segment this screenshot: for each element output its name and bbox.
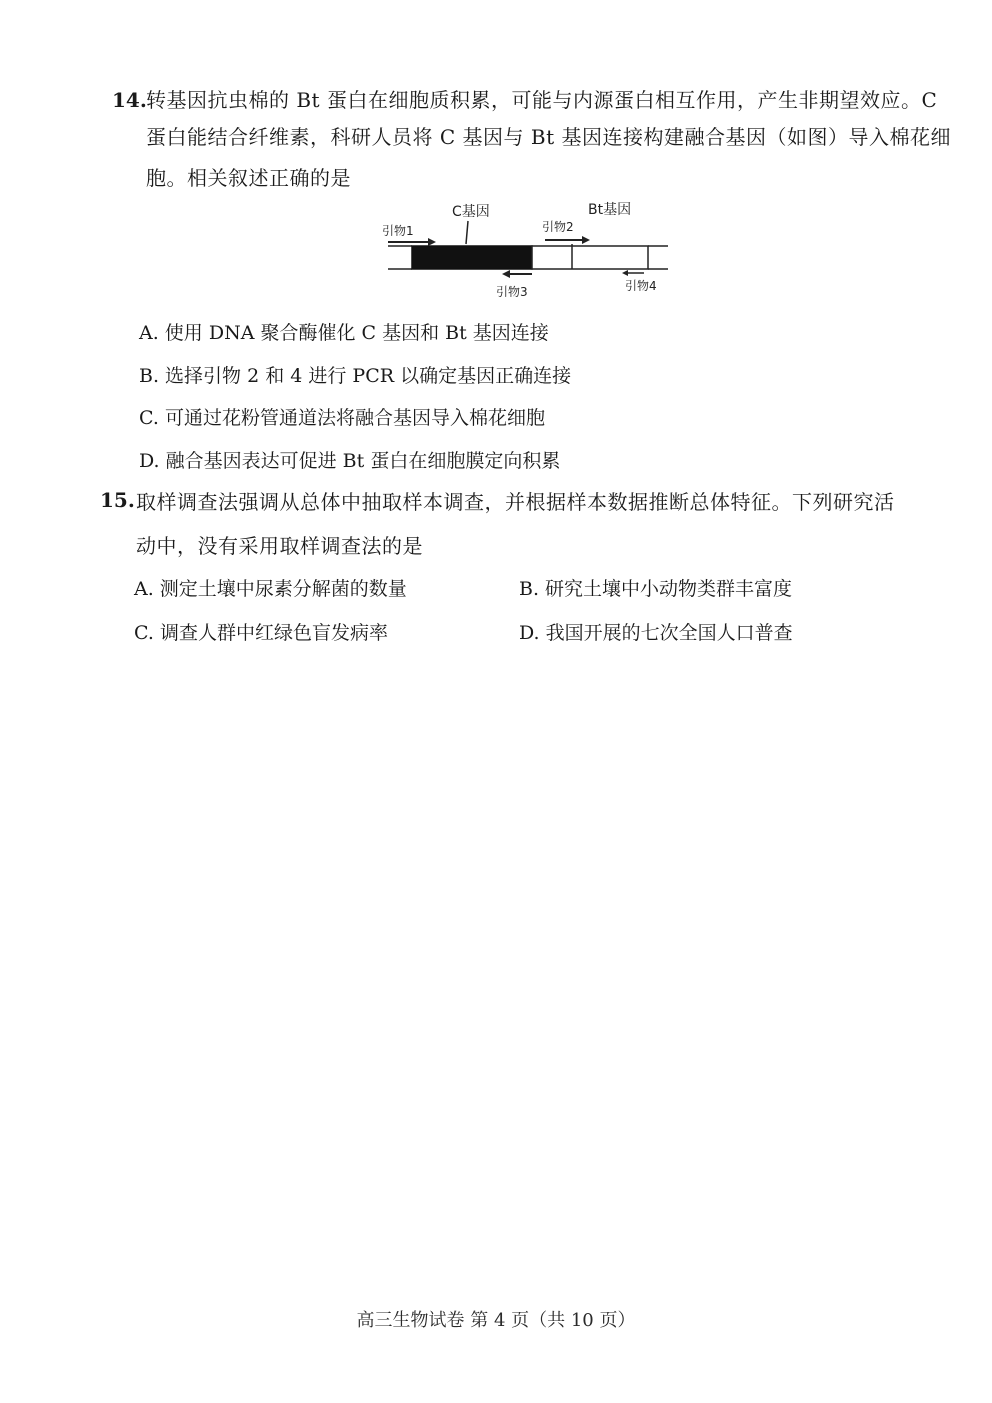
c-gene-block — [412, 246, 532, 269]
primer-1-arrowhead — [428, 238, 436, 246]
c-gene-label: C基因 — [452, 204, 490, 220]
primer-3-label: 引物3 — [496, 285, 528, 299]
question-text-line: 动中，没有采用取样调查法的是 — [136, 534, 423, 558]
option-a: A. 使用 DNA 聚合酶催化 C 基因和 Bt 基因连接 — [139, 322, 549, 344]
fusion-gene-diagram — [370, 196, 670, 306]
primer-4-arrowhead — [622, 270, 628, 276]
option-c: C. 调查人群中红绿色盲发病率 — [134, 622, 388, 644]
question-text-line: 蛋白能结合纤维素，科研人员将 C 基因与 Bt 基因连接构建融合基因（如图）导入棉花细 — [146, 125, 951, 149]
question-text-line: 取样调查法强调从总体中抽取样本调查，并根据样本数据推断总体特征。下列研究活 — [136, 490, 895, 514]
primer-2-label: 引物2 — [542, 220, 574, 234]
c-gene-pointer — [466, 221, 468, 244]
question-text-line: 转基因抗虫棉的 Bt 蛋白在细胞质积累，可能与内源蛋白相互作用，产生非期望效应。C — [146, 88, 938, 112]
primer-3-arrowhead — [502, 270, 510, 278]
question-number: 15. — [100, 488, 135, 512]
option-d: D. 我国开展的七次全国人口普查 — [519, 622, 793, 644]
question-number: 14. — [112, 88, 147, 112]
option-a: A. 测定土壤中尿素分解菌的数量 — [134, 578, 407, 600]
option-d: D. 融合基因表达可促进 Bt 蛋白在细胞膜定向积累 — [139, 450, 561, 472]
option-b: B. 选择引物 2 和 4 进行 PCR 以确定基因正确连接 — [139, 365, 572, 387]
primer-2-arrowhead — [582, 236, 590, 244]
option-b: B. 研究土壤中小动物类群丰富度 — [519, 578, 793, 600]
option-c: C. 可通过花粉管通道法将融合基因导入棉花细胞 — [139, 407, 545, 429]
page-footer: 高三生物试卷 第 4 页（共 10 页） — [356, 1310, 636, 1331]
bt-gene-label: Bt基因 — [588, 202, 632, 218]
question-text-line: 胞。相关叙述正确的是 — [146, 166, 351, 190]
primer-4-label: 引物4 — [625, 279, 657, 293]
bt-gene-block — [532, 246, 648, 269]
primer-1-label: 引物1 — [382, 224, 414, 238]
